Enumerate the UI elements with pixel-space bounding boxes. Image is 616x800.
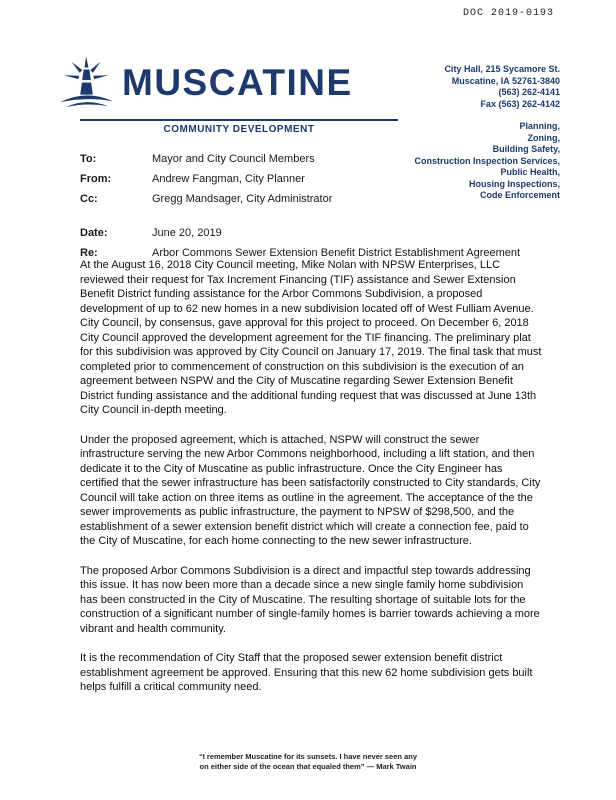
quote-line: on either side of the ocean that equaled them” — Mark Twain	[199, 762, 417, 771]
service-item: Construction Inspection Services,	[414, 155, 560, 166]
body-paragraph: It is the recommendation of City Staff that the proposed sewer extension benefit district establishment agreement be approved. Ensuring that this new 62 home subdivision gets built helps fulfill a critical community need.	[80, 652, 533, 693]
service-item: Public Health,	[500, 167, 560, 177]
service-item: Housing Inspections,	[468, 178, 560, 189]
field-value: Mayor and City Council Members	[152, 153, 315, 165]
memo-header-fields	[80, 153, 542, 267]
field-value: Andrew Fangman, City Planner	[152, 173, 305, 185]
memo-field-to	[80, 153, 542, 165]
city-name: MUSCATINE	[122, 62, 353, 103]
quote-line: “I remember Muscatine for its sunsets. I have never seen any	[198, 752, 417, 761]
body-paragraph: The proposed Arbor Commons Subdivision is a direct and impactful step towards addressing this issue. It has now been more than a decade since a new single family home subdivision has been constructed in the City of Muscatine. The resulting shortage of suitable lots for the construction of a significant number of single-family homes is barrier towards achieving a more vibrant and health community.	[80, 564, 540, 635]
field-value: Arbor Commons Sewer Extension Benefit District Establishment Agreement	[152, 247, 521, 259]
lighthouse-sunburst-icon	[58, 54, 116, 112]
field-label: Date:	[80, 227, 108, 239]
department-title: COMMUNITY DEVELOPMENT	[163, 124, 315, 135]
contact-info	[444, 64, 560, 110]
department-divider	[80, 119, 398, 121]
footer-quote	[0, 752, 616, 772]
memo-body	[80, 258, 542, 710]
service-item: Planning,	[519, 121, 560, 131]
body-paragraph: Under the proposed agreement, which is attached, NSPW will construct the sewer infrastructure serving the new Arbor Commons neighborhood, including a lift station, and then dedicate it to the City of Muscatine as public infrastructure. Once the City Engineer has certified that the sewer infrastructure has been satisfactorily constructed to City standards, City Council will take action on three items as outline in the agreement. The acceptance of the the sewer improvements as public infrastructure, the payment to NPSW of $298,500, and the establishment of a sewer extension benefit district which will create a connection fee, paid to the City of Muscatine, for each home connecting to the new sewer infrastructure.	[80, 433, 541, 547]
service-item: Code Enforcement	[479, 190, 560, 200]
field-label: Cc:	[80, 193, 98, 205]
service-item: Building Safety,	[492, 144, 560, 154]
fax-line: Fax (563) 262-4142	[480, 98, 560, 109]
service-item: Zoning,	[527, 132, 560, 143]
field-label: To:	[80, 153, 97, 165]
address-line: City Hall, 215 Sycamore St.	[444, 64, 560, 74]
memo-field-date	[80, 227, 542, 239]
memo-field-spacer	[80, 213, 542, 227]
doc-number: DOC 2019-0193	[462, 8, 554, 19]
memo-field-from	[80, 173, 542, 185]
field-label: From:	[80, 173, 112, 185]
memo-field-cc	[80, 193, 542, 205]
field-value: Gregg Mandsager, City Administrator	[152, 193, 333, 205]
city-logo	[58, 54, 353, 112]
field-value: June 20, 2019	[152, 227, 222, 239]
field-label: Re:	[80, 247, 98, 259]
phone-line: (563) 262-4141	[498, 87, 560, 97]
body-paragraph: At the August 16, 2018 City Council meeting, Mike Nolan with NPSW Enterprises, LLC reviewed their request for Tax Increment Financing (TIF) assistance and Sewer Extension Benefit District funding assistance for the Arbor Commons Subdivision, a proposed development of up to 62 new homes in a new subdivision located off of West Fulliam Avenue. City Council, by consensus, gave approval for this project to proceed. On December 6, 2018 City Council approved the development agreement for the TIF financing. The preliminary plat for this subdivision was approved by City Council on January 17, 2019. The final task that must completed prior to commencement of construction on this subdivision is the execution of an agreement between NSPW and the City of Muscatine regarding Sewer Extension Benefit District funding assistance and the additional funding request that was discussed at June 13th City Council in-depth meeting.	[80, 259, 542, 416]
address-line: Muscatine, IA 52761-3840	[451, 75, 560, 86]
